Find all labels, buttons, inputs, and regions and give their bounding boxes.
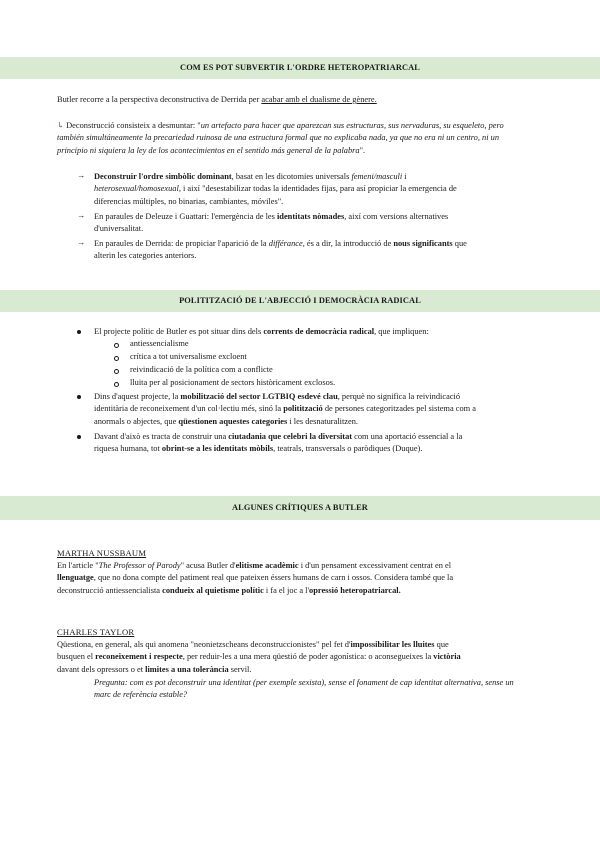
section-title: POLITITZACIÓ DE L'ABJECCIÓ I DEMOCRÀCIA RADICAL [179,296,421,305]
bullet-icon [77,395,81,399]
sub-bullet-icon [114,382,119,387]
dualisme-link-text: acabar amb el dualisme de gènere. [261,95,377,104]
section-header-critiques [0,496,600,520]
critic-name-taylor: CHARLES TAYLOR [57,627,135,637]
critic-paragraph: Qüestiona, en general, als qui anomena "neonietzscheans deconstruccionistes" pel fet d'impossibilitar les lluites que busquen el reconeixement i respecte, per reduir-les a una mera qüestió de poder agonística: o aconsegueixes la victòria davant dels opressors o et limites a una tolerància servil. [57,640,461,674]
list-item: En paraules de Derrida: de propiciar l'aparició de la différance, és a dir, la introducció de nous significants que alterin les categories anteriors. [94,239,467,261]
bullet-icon [77,330,81,334]
return-arrow-icon: ↳ [57,121,65,130]
section-header-politizacio [0,290,600,312]
sub-list-item: reivindicació de la política com a conflicte [130,365,273,374]
sub-bullet-icon [114,369,119,374]
section-title: ALGUNES CRÍTIQUES A BUTLER [232,503,368,512]
taylor-question: Pregunta: com es pot deconstruir una identitat (per exemple sexista), sense el fonament de cap identitat alternativa, sense un marc de referència estable? [94,678,514,700]
list-item: En paraules de Deleuze i Guattari: l'emergència de les identitats nòmades, així com versions alternatives d'universalitat. [94,212,449,234]
intro-paragraph: Butler recorre a la perspectiva deconstructiva de Derrida per acabar amb el dualisme de gènere. [57,95,377,104]
sub-list-item: lluita per al posicionament de sectors històricament exclosos. [130,378,336,387]
arrow-icon: → [77,171,86,180]
sub-list-item: antiessencialisme [130,339,189,348]
arrow-icon: → [77,238,86,247]
list-item: Dins d'aquest projecte, la mobilització del sector LGTBIQ esdevé clau, perquè no significa la reivindicació identitària de reconeixement d'un col·lectiu més, sinó la politització de persones categoritzades pel sistema com a anormals o abjectes, que qüestionen aquestes categories i les desnaturalitzen. [94,392,476,426]
sub-bullet-icon [114,356,119,361]
critic-paragraph: En l'article "The Professor of Parody" acusa Butler d'elitisme acadèmic i d'un pensament excessivament centrat en el llenguatge, que no dona compte del patiment real que pateixen éssers humans de carn i ossos. Considera també que la deconstrucció antiessencialista condueix al quietisme polític i fa el joc a l'opressió heteropatriarcal. [57,561,454,595]
critic-name-nussbaum: MARTHA NUSSBAUM [57,548,147,558]
list-item: Davant d'això es tracta de construir una ciutadania que celebri la diversitat com una aportació essencial a la riquesa humana, tot obrint-se a les identitats mòbils, teatrals, transversals o paròdiques (Duque). [94,432,463,454]
list-item: Deconstruir l'ordre simbòlic dominant, basat en les dicotomies universals femeni/masculi i heterosexual/homosexual, i així "desestabilizar todas la identidades fijas, para así propiciar la emergencia de diferencias múltiples, no binarias, cambiantes, móviles". [94,172,457,206]
section-title: COM ES POT SUBVERTIR L'ORDRE HETEROPATRIARCAL [180,63,420,72]
list-item: El projecte polític de Butler es pot situar dins dels corrents de democràcia radical, que impliquen: [94,327,429,336]
bullet-icon [77,435,81,439]
section-header-subvertir [0,57,600,79]
sub-list-item: crítica a tot universalisme excloent [130,352,247,361]
sub-bullet-icon [114,343,119,348]
arrow-icon: → [77,211,86,220]
deconstruction-definition: ↳ Deconstrucció consisteix a desmuntar: "un artefacto para hacer que aparezcan sus estructuras, sus nervaduras, su esqueleto, pero también simultáneamente la precariedad ruinosa de una estructura formal que no explicaba nada, ya que no era ni un centro, ni un principio ni siquiera la ley de los acontecimientos en el sentido más general de la palabra". [57,121,504,155]
